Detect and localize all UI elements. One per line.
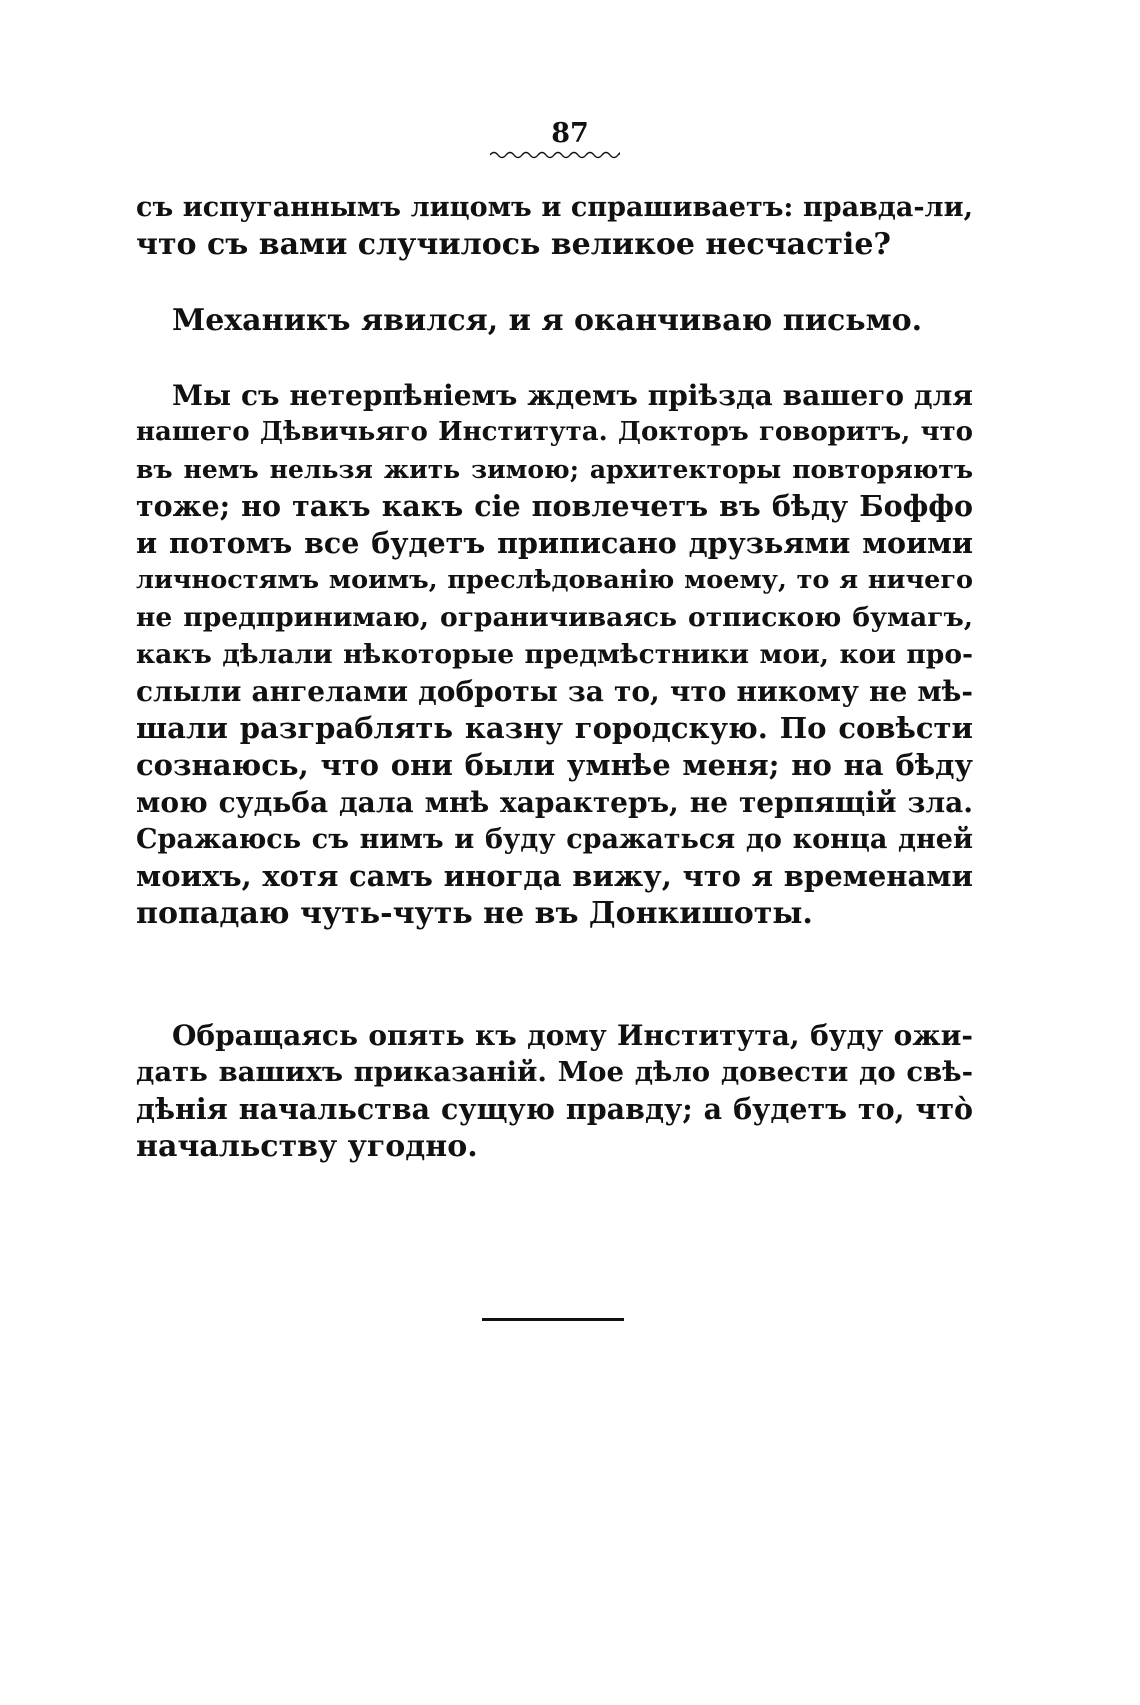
text-line: Сражаюсь съ нимъ и буду сражаться до конца дней [136,824,973,855]
text-line: что съ вами случилось великое несчастіе? [136,227,891,262]
text-line: какъ дѣлали нѣкоторые предмѣстники мои, кои про- [136,639,973,670]
text-line: Механикъ явился, и я оканчиваю письмо. [172,303,923,338]
text-line: мою судьба дала мнѣ характеръ, не терпящій зла. [136,786,973,819]
text-line: моихъ, хотя самъ иногда вижу, что я временами [136,859,973,893]
text-line: нашего Дѣвичьяго Института. Докторъ говоритъ, что [136,417,973,447]
text-line: не предпринимаю, ограничиваясь отпискою бумагъ, [136,602,973,633]
text-line: Обращаясь опять къ дому Института, буду ожи- [172,1019,973,1052]
page-number: 87 [551,118,589,149]
paragraph-2 [172,302,973,339]
paragraph-1 [136,189,973,263]
text-line: слыли ангелами доброты за то, что никому не мѣ- [136,675,973,708]
text-line: и потомъ все будетъ приписано друзьями моими [136,526,973,560]
text-line: шали разграблять казну городскую. По совѣсти [136,711,973,745]
text-line: дать вашихъ приказаній. Мое дѣло довести до свѣ- [136,1056,973,1088]
paragraph-4 [136,1017,973,1165]
text-line: Мы съ нетерпѣніемъ ждемъ пріѣзда вашего для [172,379,973,412]
text-line: начальству угодно. [136,1129,478,1164]
end-rule-divider [482,1318,624,1321]
text-line: попадаю чуть-чуть не въ Донкишоты. [136,896,813,931]
text-line: тоже; но такъ какъ сіе повлечетъ въ бѣду Боффо [136,489,973,523]
page-number-ornament [490,150,620,160]
paragraph-3 [136,377,973,932]
text-line: въ немъ нельзя жить зимою; архитекторы повторяютъ [136,455,973,484]
text-line: сознаюсь, что они были умнѣе меня; но на бѣду [136,748,973,782]
text-line: съ испуганнымъ лицомъ и спрашиваетъ: правда-ли, [136,192,973,223]
text-line: личностямъ моимъ, преслѣдованію моему, то я ничего [136,565,973,595]
text-line: дѣнія начальства сущую правду; а будетъ то, чтò [136,1092,973,1126]
